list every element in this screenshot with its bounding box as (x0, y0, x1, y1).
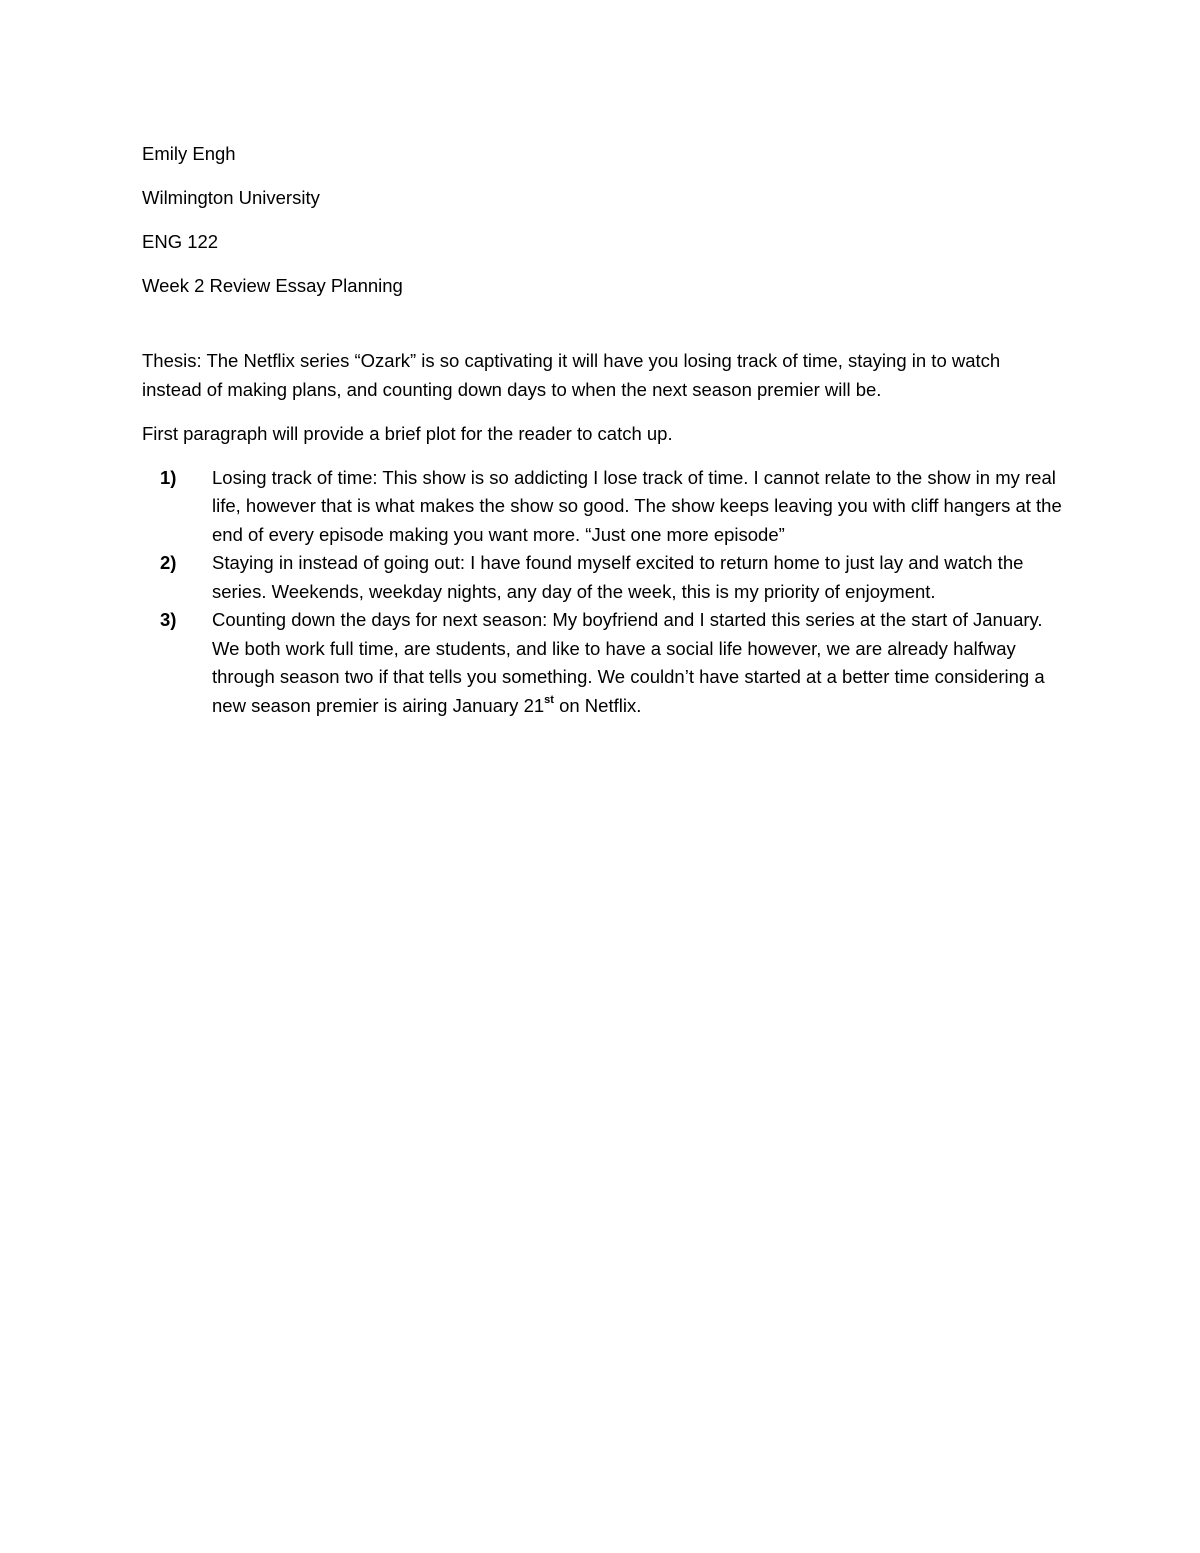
thesis-label: Thesis: (142, 350, 202, 371)
author-name: Emily Engh (142, 143, 236, 164)
document-body (142, 140, 1062, 720)
list-number: 2) (160, 552, 177, 573)
assignment-title: Week 2 Review Essay Planning (142, 275, 403, 296)
ordinal-suffix: st (544, 694, 554, 707)
intro-paragraph: First paragraph will provide a brief plot for the reader to catch up. (142, 422, 673, 444)
institution-name: Wilmington University (142, 187, 320, 208)
thesis-text: The Netflix series “Ozark” is so captivating it will have you losing track of time, staying in to watch instead of making plans, and counting down days to when the next season premier will be. (142, 350, 1001, 400)
point-text: My boyfriend and I started this series at the start of January. We both work full time, are students, and like to have a social life however, we are already halfway through season two if that tells you something. We couldn’t have started at a better time considering a new season premier is airing January 21 (212, 609, 1045, 716)
list-item (142, 464, 1062, 550)
list-number: 1) (160, 466, 177, 488)
point-text: I have found myself excited to return home to just lay and watch the series. Weekends, weekday nights, any day of the week, this is my priority of enjoyment. (212, 552, 1024, 602)
point-text: This show is so addicting I lose track of time. I cannot relate to the show in my real life, however that is what makes the show so good. The show keeps leaving you with cliff hangers at the end of every episode making you want more. “Just one more episode” (212, 466, 1062, 545)
section-spacer (142, 316, 1062, 347)
thesis-paragraph (142, 347, 1062, 404)
list-item (142, 549, 1062, 606)
points-list (142, 464, 1062, 721)
point-heading: Counting down the days for next season: (212, 609, 548, 630)
list-number: 3) (160, 609, 177, 630)
course-code: ENG 122 (142, 231, 219, 252)
list-item (142, 606, 1062, 720)
point-heading: Losing track of time: (212, 466, 378, 488)
point-heading: Staying in instead of going out: (212, 552, 466, 573)
point-tail: on Netflix. (553, 694, 642, 716)
